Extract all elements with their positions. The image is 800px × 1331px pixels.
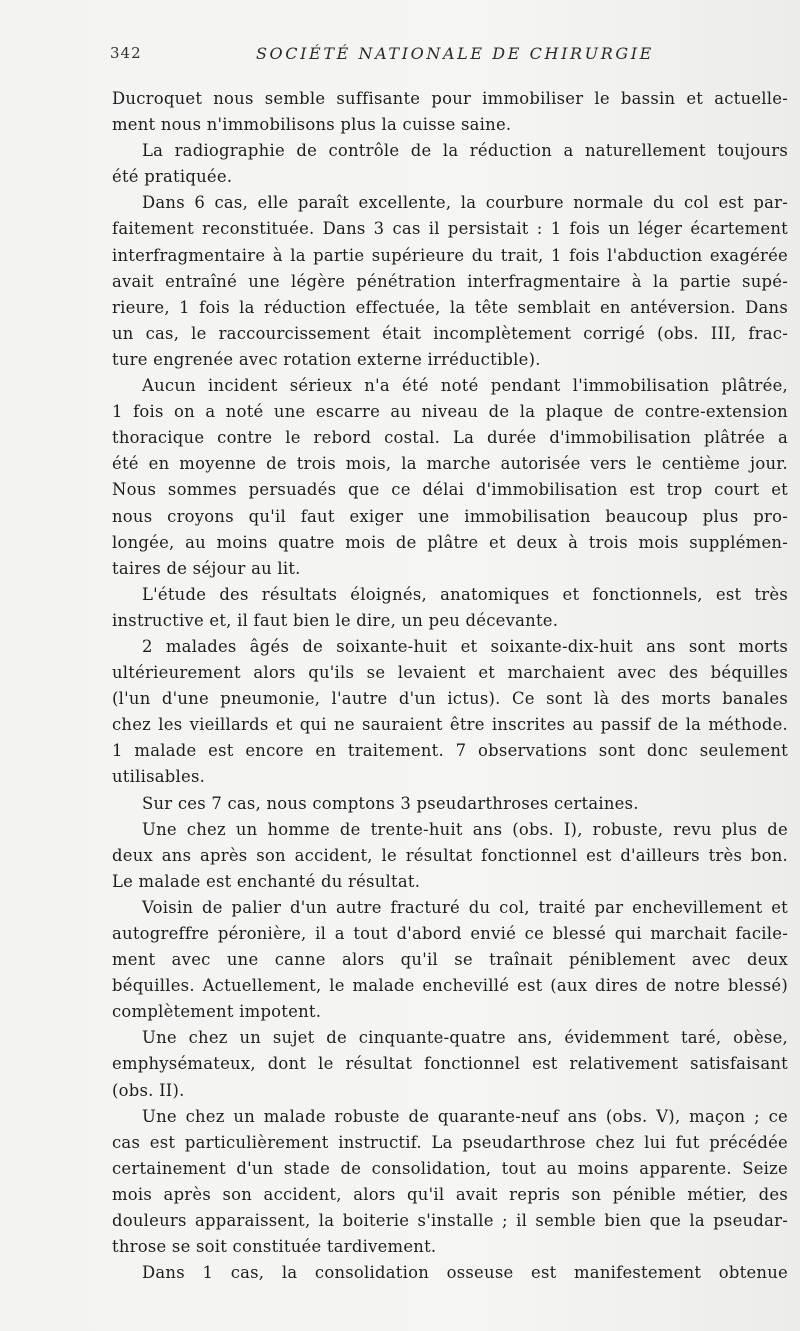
text-line: rieure, 1 fois la réduction effectuée, la tête semblait en antéversion. Dans xyxy=(112,297,788,317)
text-line: été pratiquée. xyxy=(112,167,233,187)
text-line: ment nous n'immobilisons plus la cuisse saine. xyxy=(112,115,512,135)
text-line: (obs. II). xyxy=(112,1080,185,1100)
text-line: Le malade est enchanté du résultat. xyxy=(112,871,421,891)
text-line: béquilles. Actuellement, le malade enchevillé est (aux dires de notre blessé) xyxy=(112,976,788,996)
text-line: Voisin de palier d'un autre fracturé du col, traité par enchevillement et xyxy=(142,897,788,917)
text-line: Une chez un homme de trente-huit ans (obs. I), robuste, revu plus de xyxy=(142,819,788,839)
text-line: douleurs apparaissent, la boiterie s'installe ; il semble bien que la pseudar- xyxy=(112,1211,788,1231)
text-line: emphysémateux, dont le résultat fonctionnel est relativement satisfaisant xyxy=(112,1054,788,1074)
text-line: ment avec une canne alors qu'il se traînait péniblement avec deux xyxy=(112,950,788,970)
text-line: thoracique contre le rebord costal. La durée d'immobilisation plâtrée a xyxy=(112,428,788,448)
text-line: interfragmentaire à la partie supérieure du trait, 1 fois l'abduction exagérée xyxy=(112,245,788,265)
text-line: avait entraîné une légère pénétration interfragmentaire à la partie supé- xyxy=(112,271,788,291)
text-line: cas est particulièrement instructif. La pseudarthrose chez lui fut précédée xyxy=(112,1132,788,1152)
running-title: SOCIÉTÉ NATIONALE DE CHIRURGIE xyxy=(256,44,654,63)
text-line: (l'un d'une pneumonie, l'autre d'un ictus). Ce sont là des morts banales xyxy=(112,689,788,709)
text-line: ture engrenée avec rotation externe irréductible). xyxy=(112,349,541,369)
text-line: Nous sommes persuadés que ce délai d'immobilisation est trop court et xyxy=(112,480,788,500)
text-line: Aucun incident sérieux n'a été noté pendant l'immobilisation plâtrée, xyxy=(142,376,788,396)
text-line: autogreffre péronière, il a tout d'abord envié ce blessé qui marchait facile- xyxy=(112,924,788,943)
text-line: 1 malade est encore en traitement. 7 observations sont donc seulement xyxy=(112,741,788,761)
text-line: longée, au moins quatre mois de plâtre et deux à trois mois supplémen- xyxy=(112,532,788,552)
text-line: certainement d'un stade de consolidation, tout au moins apparente. Seize xyxy=(112,1158,788,1178)
text-line: utilisables. xyxy=(112,767,206,787)
text-line: throse se soit constituée tardivement. xyxy=(112,1237,437,1257)
text-line: Sur ces 7 cas, nous comptons 3 pseudarthroses certaines. xyxy=(142,793,639,813)
text-line: Dans 6 cas, elle paraît excellente, la courbure normale du col est par- xyxy=(142,193,788,213)
text-line: Une chez un sujet de cinquante-quatre ans, évidemment taré, obèse, xyxy=(142,1028,788,1048)
text-line: 2 malades âgés de soixante-huit et soixante-dix-huit ans sont morts xyxy=(142,636,788,656)
page-number: 342 xyxy=(110,44,142,62)
text-line: mois après son accident, alors qu'il avait repris son pénible métier, des xyxy=(112,1184,788,1204)
text-line: nous croyons qu'il faut exiger une immobilisation beaucoup plus pro- xyxy=(112,506,788,526)
text-line: été en moyenne de trois mois, la marche autorisée vers le centième jour. xyxy=(112,454,788,474)
text-line: Une chez un malade robuste de quarante-neuf ans (obs. V), maçon ; ce xyxy=(142,1106,788,1126)
body-text xyxy=(112,86,788,1286)
page-header xyxy=(110,44,790,70)
text-line: ultérieurement alors qu'ils se levaient et marchaient avec des béquilles xyxy=(112,663,788,683)
text-line: 1 fois on a noté une escarre au niveau de la plaque de contre-extension xyxy=(112,402,788,422)
text-line: un cas, le raccourcissement était incomplètement corrigé (obs. III, frac- xyxy=(112,323,788,343)
text-line: Ducroquet nous semble suffisante pour immobiliser le bassin et actuelle- xyxy=(112,89,788,108)
text-line: complètement impotent. xyxy=(112,1002,322,1022)
text-line: faitement reconstituée. Dans 3 cas il persistait : 1 fois un léger écartement xyxy=(112,219,788,239)
text-line: deux ans après son accident, le résultat fonctionnel est d'ailleurs très bon. xyxy=(112,845,788,865)
text-line: instructive et, il faut bien le dire, un peu décevante. xyxy=(112,610,559,630)
text-line: Dans 1 cas, la consolidation osseuse est manifestement obtenue xyxy=(142,1263,788,1283)
text-line: chez les vieillards et qui ne sauraient être inscrites au passif de la méthode. xyxy=(112,715,788,735)
text-line: L'étude des résultats éloignés, anatomiques et fonctionnels, est très xyxy=(142,584,788,604)
text-line: taires de séjour au lit. xyxy=(112,558,301,578)
text-line: La radiographie de contrôle de la réduction a naturellement toujours xyxy=(142,141,788,161)
